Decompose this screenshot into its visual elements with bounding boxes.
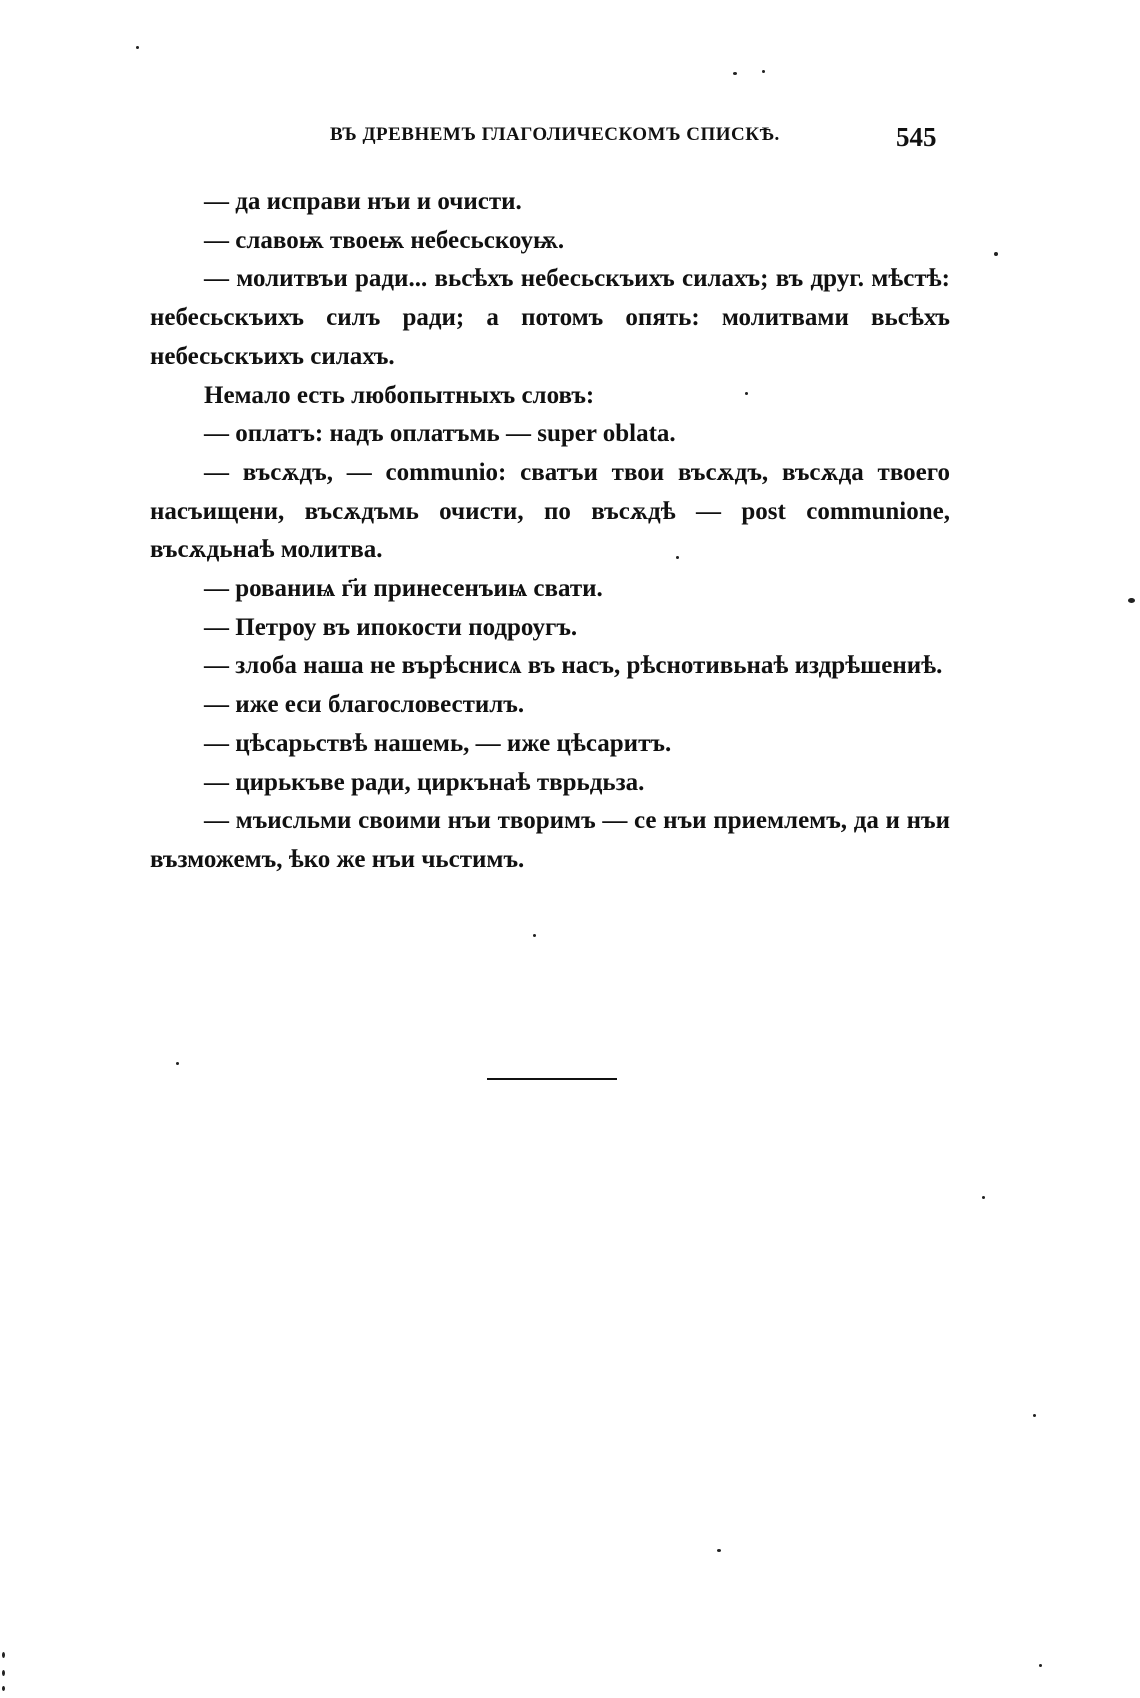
- text-line: — Петроу въ ипокости подроугъ.: [204, 613, 578, 641]
- text-line: — цѣсарьствѣ нашемь, — иже цѣсаритъ.: [204, 729, 672, 757]
- text-body: [150, 183, 950, 880]
- scan-speck: [762, 70, 765, 73]
- text-line: — цирькъве ради, циркънаѣ тврьдьза.: [204, 768, 645, 796]
- running-title: ВЪ ДРЕВНЕМЪ ГЛАГОЛИЧЕСКОМЪ СПИСКѢ.: [330, 124, 780, 145]
- text-paragraph: — молитвъи ради... вьсѣхъ небесьскъихъ силахъ; въ друг. мѣстѣ: небесьскъихъ силъ ради; а потомъ опять: молитвами вьсѣхъ небесьскъихъ силахъ.: [150, 265, 950, 370]
- text-line: Немало есть любопытныхъ словъ:: [204, 381, 595, 409]
- scan-speck: [2, 1686, 5, 1691]
- scan-speck: [136, 46, 139, 49]
- scan-speck: [2, 1652, 5, 1658]
- text-line: — да исправи нъи и очисти.: [204, 188, 522, 215]
- scan-speck: [733, 72, 737, 75]
- scan-speck: [2, 1670, 5, 1676]
- text-paragraph: — въсѫдъ, — communio: сватъи твои въсѫдъ, въсѫда твоего насъищени, въсѫдъмь очисти, по въсѫдѣ — post communione, въсѫдьнаѣ молитва.: [150, 458, 950, 564]
- scan-speck: [1128, 598, 1135, 603]
- scan-speck: [533, 934, 536, 937]
- section-end-rule: [487, 1078, 617, 1080]
- text-paragraph: — мъисльми своими нъи творимъ — се нъи приемлемъ, да и нъи възможемъ, ѣко же нъи чьстимъ.: [150, 807, 950, 873]
- scan-speck: [1039, 1664, 1042, 1667]
- scan-speck: [1033, 1414, 1036, 1417]
- text-line: — иже еси благословестилъ.: [204, 691, 525, 719]
- scan-speck: [745, 392, 748, 395]
- text-line: — оплатъ: надъ оплатъмь — super oblata.: [204, 420, 676, 448]
- scan-speck: [994, 252, 998, 256]
- text-paragraph: — злоба наша не върѣснисѧ въ насъ, рѣснотивьнаѣ издрѣшениѣ.: [204, 652, 943, 680]
- page-number: 545: [896, 122, 937, 152]
- text-line: — рованиѩ г҃и принесенъиѩ свати.: [204, 575, 603, 603]
- scan-speck: [717, 1549, 721, 1552]
- scan-speck: [676, 556, 679, 559]
- scan-speck: [982, 1196, 985, 1199]
- text-line: — славоѭ твоеѭ небесьскоуѭ.: [204, 226, 565, 254]
- scan-speck: [176, 1062, 179, 1065]
